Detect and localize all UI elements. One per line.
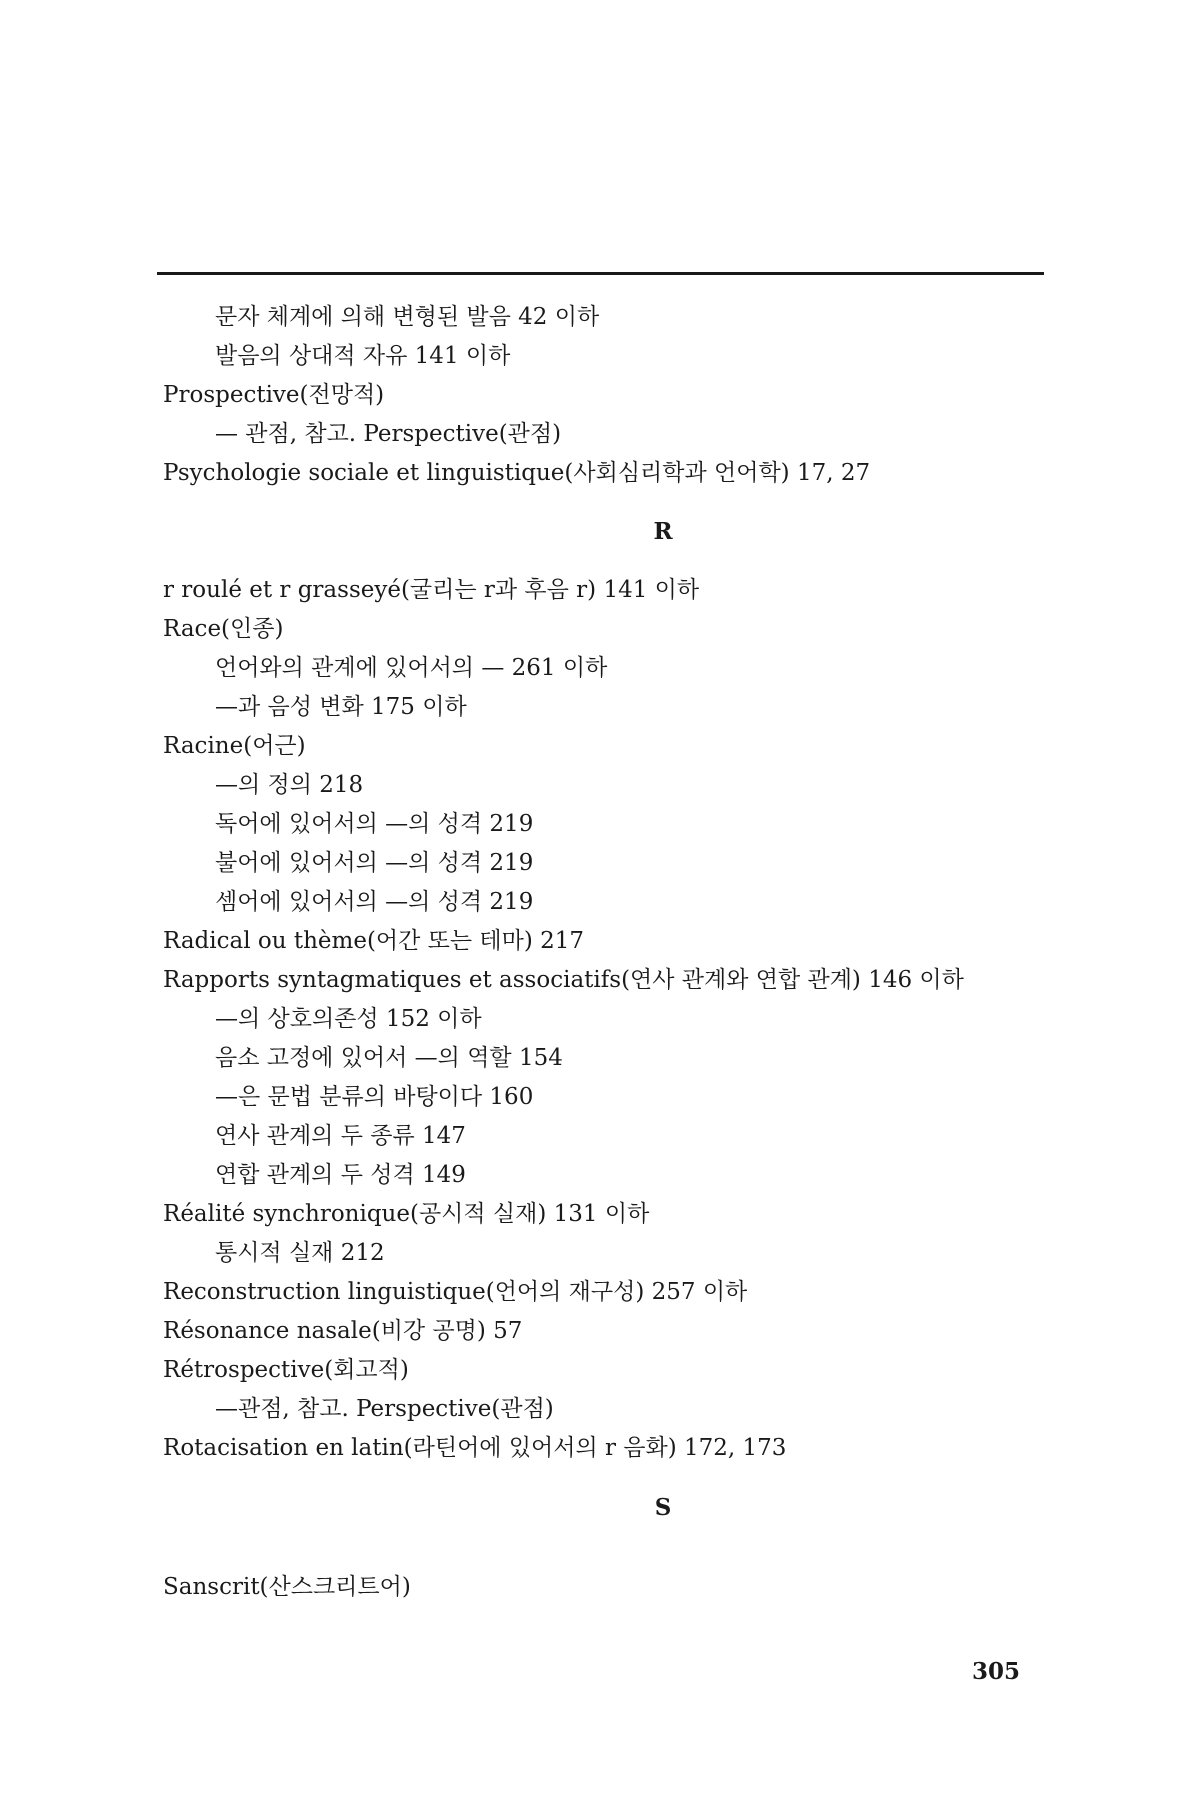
index-entry: Radical ou thème(어간 또는 테마) 217	[163, 928, 585, 954]
index-subentry: 연사 관계의 두 종류 147	[215, 1123, 466, 1149]
index-entry: Réalité synchronique(공시적 실재) 131 이하	[163, 1201, 650, 1227]
index-subentry: 연합 관계의 두 성격 149	[215, 1162, 466, 1188]
index-subentry: 언어와의 관계에 있어서의 — 261 이하	[215, 655, 608, 681]
index-subentry: —의 정의 218	[215, 772, 364, 798]
section-letter-s: S	[654, 1494, 672, 1521]
index-entry: Sanscrit(산스크리트어)	[163, 1574, 411, 1600]
index-subentry: —은 문법 분류의 바탕이다 160	[215, 1084, 534, 1110]
index-subentry: 통시적 실재 212	[215, 1240, 385, 1266]
index-entry: Rapports syntagmatiques et associatifs(연사 관계와 연합 관계) 146 이하	[163, 967, 964, 993]
index-subentry: 셈어에 있어서의 —의 성격 219	[215, 889, 534, 915]
index-group-p	[163, 298, 1043, 493]
index-subentry: —의 상호의존성 152 이하	[215, 1006, 482, 1032]
index-subentry: 문자 체계에 의해 변형된 발음 42 이하	[215, 304, 600, 330]
index-entry: Racine(어근)	[163, 733, 306, 759]
index-subentry: —과 음성 변화 175 이하	[215, 694, 467, 720]
index-subentry: — 관점, 참고. Perspective(관점)	[215, 421, 562, 447]
index-subentry: —관점, 참고. Perspective(관점)	[215, 1396, 554, 1422]
index-subentry: 음소 고정에 있어서 —의 역할 154	[215, 1045, 563, 1071]
index-entry: Race(인종)	[163, 616, 284, 642]
index-entry: Prospective(전망적)	[163, 382, 385, 408]
index-entry: Résonance nasale(비강 공명) 57	[163, 1318, 523, 1344]
index-entry: Rotacisation en latin(라틴어에 있어서의 r 음화) 172, 173	[163, 1435, 787, 1461]
index-group-s	[163, 1568, 1043, 1607]
section-letter-r: R	[653, 518, 673, 545]
index-subentry: 발음의 상대적 자유 141 이하	[215, 343, 511, 369]
index-subentry: 불어에 있어서의 —의 성격 219	[215, 850, 534, 876]
index-subentry: 독어에 있어서의 —의 성격 219	[215, 811, 534, 837]
page-number: 305	[972, 1658, 1021, 1685]
header-rule	[157, 272, 1044, 275]
index-column	[163, 298, 1043, 1607]
index-entry: Reconstruction linguistique(언어의 재구성) 257 이하	[163, 1279, 748, 1305]
index-entry: Psychologie sociale et linguistique(사회심리학과 언어학) 17, 27	[163, 460, 871, 486]
index-group-r	[163, 571, 1043, 1468]
index-entry: Rétrospective(회고적)	[163, 1357, 409, 1383]
index-entry: r roulé et r grasseyé(굴리는 r과 후음 r) 141 이하	[163, 577, 700, 603]
